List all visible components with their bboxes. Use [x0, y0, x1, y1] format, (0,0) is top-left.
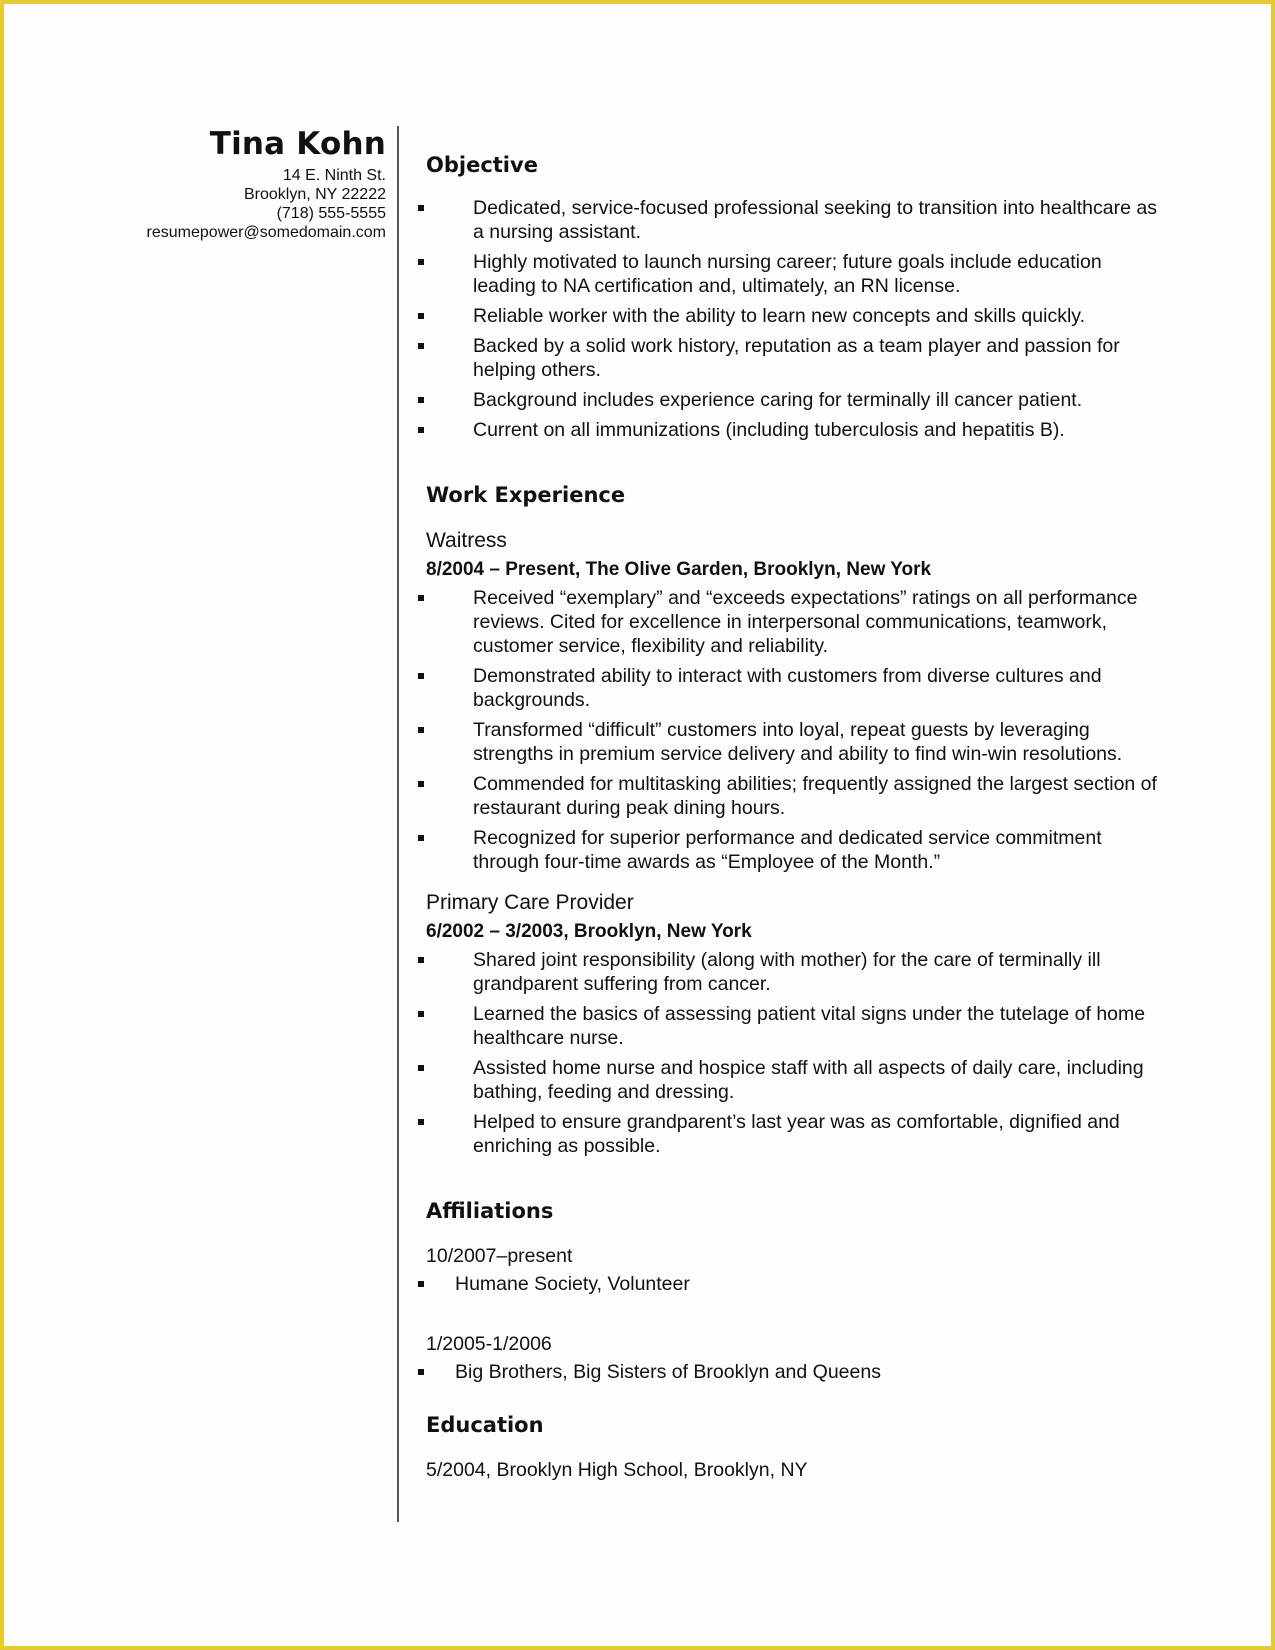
bullet-icon — [418, 781, 424, 787]
objective-section — [426, 152, 1166, 442]
list-item: Current on all immunizations (including tuberculosis and hepatitis B). — [426, 418, 1166, 442]
list-item: Commended for multitasking abilities; frequently assigned the largest section of restaurant during peak dining hours. — [426, 772, 1166, 820]
column-divider — [397, 126, 399, 1522]
bullet-icon — [418, 343, 424, 349]
list-item: Transformed “difficult” customers into loyal, repeat guests by leveraging strengths in premium service delivery and ability to find win-win resolutions. — [426, 718, 1166, 766]
job-dates-employer: 8/2004 – Present, The Olive Garden, Brooklyn, New York — [426, 559, 932, 580]
job-entry — [426, 528, 1166, 874]
list-item: Received “exemplary” and “exceeds expectations” ratings on all performance reviews. Cited for excellence in interpersonal communications, teamwork, customer service, flexibility and reliability. — [426, 586, 1166, 658]
work-experience-section — [426, 482, 1166, 1158]
affiliations-heading: Affiliations — [426, 1199, 554, 1223]
list-item: Assisted home nurse and hospice staff with all aspects of daily care, including bathing, feeding and dressing. — [426, 1056, 1166, 1104]
bullet-icon — [418, 957, 424, 963]
bullet-icon — [418, 1369, 424, 1375]
list-item: Reliable worker with the ability to learn new concepts and skills quickly. — [426, 304, 1166, 328]
objective-heading: Objective — [426, 153, 538, 177]
bullet-icon — [418, 205, 424, 211]
education-section — [426, 1412, 1166, 1482]
job-title: Primary Care Provider — [426, 891, 634, 914]
list-item: Background includes experience caring for terminally ill cancer patient. — [426, 388, 1166, 412]
list-item: Shared joint responsibility (along with mother) for the care of terminally ill grandparent suffering from cancer. — [426, 948, 1166, 996]
objective-list — [426, 196, 1166, 442]
affiliation-date: 1/2005-1/2006 — [426, 1333, 552, 1355]
address-line-1: 14 E. Ninth St. — [282, 167, 386, 184]
bullet-icon — [418, 727, 424, 733]
bullet-icon — [418, 835, 424, 841]
list-item: Big Brothers, Big Sisters of Brooklyn and Queens — [426, 1360, 1166, 1384]
address-line-2: Brooklyn, NY 22222 — [243, 186, 386, 203]
list-item: Learned the basics of assessing patient vital signs under the tutelage of home healthcare nurse. — [426, 1002, 1166, 1050]
bullet-icon — [418, 673, 424, 679]
bullet-icon — [418, 259, 424, 265]
work-experience-heading: Work Experience — [426, 483, 626, 507]
candidate-name: Tina Kohn — [209, 126, 386, 162]
bullet-icon — [418, 595, 424, 601]
job-entry — [426, 890, 1166, 1158]
affiliation-list — [426, 1272, 1166, 1296]
job-title: Waitress — [426, 529, 507, 552]
bullet-icon — [418, 1011, 424, 1017]
education-entry: 5/2004, Brooklyn High School, Brooklyn, NY — [426, 1459, 808, 1481]
bullet-icon — [418, 313, 424, 319]
bullet-icon — [418, 1281, 424, 1287]
list-item: Helped to ensure grandparent’s last year was as comfortable, dignified and enriching as possible. — [426, 1110, 1166, 1158]
affiliation-list — [426, 1360, 1166, 1384]
contact-block — [44, 126, 386, 242]
email: resumepower@somedomain.com — [146, 224, 386, 241]
list-item: Humane Society, Volunteer — [426, 1272, 1166, 1296]
job-dates-employer: 6/2002 – 3/2003, Brooklyn, New York — [426, 921, 752, 942]
job-duties-list — [426, 586, 1166, 874]
list-item: Backed by a solid work history, reputation as a team player and passion for helping others. — [426, 334, 1166, 382]
list-item: Highly motivated to launch nursing career; future goals include education leading to NA certification and, ultimately, an RN license. — [426, 250, 1166, 298]
bullet-icon — [418, 1065, 424, 1071]
bullet-icon — [418, 427, 424, 433]
bullet-icon — [418, 1119, 424, 1125]
phone: (718) 555-5555 — [276, 205, 386, 222]
bullet-icon — [418, 397, 424, 403]
affiliation-date: 10/2007–present — [426, 1245, 573, 1267]
education-heading: Education — [426, 1413, 544, 1437]
job-duties-list — [426, 948, 1166, 1158]
resume-body — [426, 152, 1166, 1482]
affiliations-section — [426, 1198, 1166, 1384]
list-item: Demonstrated ability to interact with customers from diverse cultures and backgrounds. — [426, 664, 1166, 712]
list-item: Recognized for superior performance and dedicated service commitment through four-time awards as “Employee of the Month.” — [426, 826, 1166, 874]
list-item: Dedicated, service-focused professional seeking to transition into healthcare as a nursing assistant. — [426, 196, 1166, 244]
